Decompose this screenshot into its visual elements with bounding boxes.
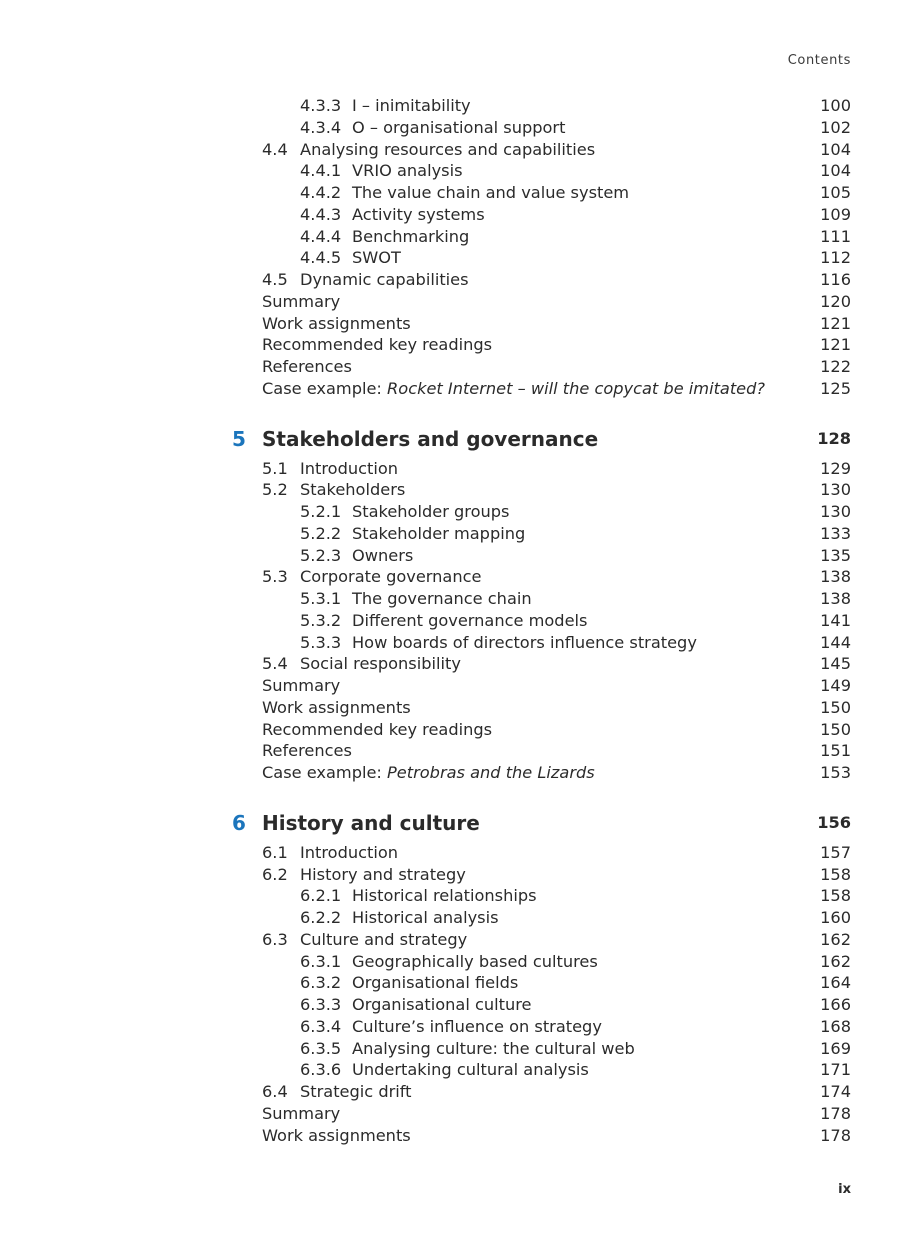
toc-section-chapter6 [0, 842, 922, 1147]
toc-section-chapter4-continued [0, 95, 922, 400]
entry-number: 6.2.1 [300, 886, 342, 906]
entry-page: 150 [820, 697, 851, 717]
entry-page: 100 [820, 96, 851, 115]
entry-title-text: The value chain and value system [352, 183, 630, 202]
entry-page: 171 [820, 1060, 851, 1080]
entry-page: 178 [820, 1125, 851, 1145]
toc-subsection-entry[interactable] [0, 1038, 922, 1060]
entry-page: 160 [820, 908, 851, 927]
entry-title-text: Summary [262, 1103, 341, 1123]
entry-page: 121 [820, 313, 851, 333]
toc-subsection-entry[interactable] [0, 545, 922, 567]
entry-page: 158 [820, 864, 851, 884]
entry-number: 5.3 [262, 567, 288, 587]
toc-entry[interactable] [0, 1103, 922, 1125]
entry-number: 5.2.1 [300, 502, 342, 521]
chapter-number: 5 [232, 426, 246, 451]
entry-title-text: Stakeholder mapping [352, 523, 526, 543]
entry-title-text: Social responsibility [300, 654, 461, 674]
toc-entry[interactable] [0, 356, 922, 378]
entry-page: 166 [820, 995, 851, 1014]
toc-section-entry[interactable] [0, 842, 922, 864]
entry-page: 120 [820, 291, 851, 311]
entry-number: 5.2.2 [300, 523, 342, 543]
entry-title [352, 523, 525, 545]
entry-title [352, 588, 532, 610]
toc-subsection-entry[interactable] [0, 951, 922, 973]
toc-section-entry[interactable] [0, 864, 922, 886]
entry-title-text: Organisational culture [352, 995, 532, 1014]
entry-title-text: Corporate governance [300, 567, 482, 587]
entry-title-text: History and strategy [300, 864, 466, 884]
toc-section-entry[interactable] [0, 929, 922, 951]
entry-title [300, 269, 469, 291]
page-number: ix [838, 1182, 851, 1197]
toc-subsection-entry[interactable] [0, 160, 922, 182]
entry-title [262, 697, 411, 719]
entry-page: 130 [820, 480, 851, 500]
toc-subsection-entry[interactable] [0, 1016, 922, 1038]
entry-page: 122 [820, 357, 851, 376]
entry-page: 109 [820, 204, 851, 224]
toc-section-chapter5 [0, 458, 922, 784]
entry-title [262, 1103, 340, 1125]
entry-title [352, 885, 537, 907]
entry-title [352, 972, 518, 994]
chapter-page: 156 [817, 812, 851, 832]
entry-number: 6.3.4 [300, 1016, 342, 1036]
toc-entry[interactable] [0, 740, 922, 762]
entry-number: 6.3.5 [300, 1038, 342, 1058]
entry-title [262, 1125, 411, 1147]
entry-title-text: Recommended key readings [262, 719, 493, 739]
toc-subsection-entry[interactable] [0, 632, 922, 654]
entry-title [262, 762, 595, 784]
entry-title-text: Stakeholders [300, 480, 406, 500]
entry-page: 121 [820, 335, 851, 355]
entry-title [352, 632, 697, 654]
entry-title-text: Case example: [262, 378, 388, 398]
toc-entry[interactable] [0, 378, 922, 400]
entry-title [352, 247, 401, 269]
entry-title [262, 378, 765, 400]
entry-title [352, 182, 629, 204]
entry-page: 169 [820, 1038, 851, 1058]
toc-subsection-entry[interactable] [0, 588, 922, 610]
entry-number: 4.4.1 [300, 161, 342, 181]
entry-page: 157 [820, 842, 851, 862]
entry-number: 6.1 [262, 842, 288, 862]
entry-title-text: Introduction [300, 458, 399, 478]
entry-title [352, 610, 587, 632]
entry-title-text: Work assignments [262, 697, 411, 717]
entry-title [300, 479, 405, 501]
toc-entry[interactable] [0, 697, 922, 719]
entry-title [352, 545, 413, 567]
entry-title [352, 1059, 589, 1081]
entry-title-text: Work assignments [262, 1125, 411, 1145]
chapter-heading-5[interactable] [0, 424, 922, 454]
entry-title-text: Case example: [262, 763, 388, 782]
entry-title [262, 719, 492, 741]
entry-title-text: Introduction [300, 842, 399, 862]
toc-section-entry[interactable] [0, 566, 922, 588]
entry-title-text: Analysing culture: the cultural web [352, 1038, 635, 1058]
entry-page: 133 [820, 523, 851, 543]
entry-title [262, 291, 340, 313]
entry-title [262, 334, 492, 356]
entry-page: 164 [820, 973, 851, 993]
entry-number: 4.4.4 [300, 226, 342, 246]
entry-number: 4.4.2 [300, 183, 342, 202]
entry-title [352, 95, 471, 117]
entry-number: 5.3.3 [300, 632, 342, 652]
entry-title [262, 675, 340, 697]
entry-page: 112 [820, 248, 851, 268]
entry-title-text: Recommended key readings [262, 335, 493, 355]
entry-number: 5.4 [262, 654, 288, 674]
chapter-number: 6 [232, 810, 246, 835]
entry-number: 4.4.3 [300, 204, 342, 224]
toc-entry[interactable] [0, 291, 922, 313]
entry-title-text: Organisational fields [352, 973, 519, 993]
entry-page: 162 [820, 929, 851, 949]
entry-title [300, 842, 398, 864]
entry-title-text: SWOT [352, 248, 401, 268]
entry-title [352, 951, 598, 973]
entry-page: 145 [820, 654, 851, 674]
entry-title [352, 994, 532, 1016]
entry-title-text: Undertaking cultural analysis [352, 1060, 589, 1080]
entry-number: 6.3.6 [300, 1060, 342, 1080]
entry-page: 135 [820, 545, 851, 565]
entry-number: 6.3.3 [300, 995, 342, 1014]
entry-title [262, 740, 352, 762]
entry-title-text: Work assignments [262, 313, 411, 333]
entry-title-text: Stakeholder groups [352, 502, 510, 521]
entry-title-text: Culture’s influence on strategy [352, 1016, 602, 1036]
entry-number: 6.3 [262, 929, 288, 949]
entry-page: 104 [820, 161, 851, 181]
toc-section-entry[interactable] [0, 458, 922, 480]
entry-title [262, 313, 411, 335]
entry-title-text: The governance chain [352, 589, 532, 608]
entry-title-text: Owners [352, 545, 414, 565]
entry-title [262, 356, 352, 378]
entry-page: 102 [820, 117, 851, 137]
entry-number: 4.3.4 [300, 117, 342, 137]
chapter-title: Stakeholders and governance [262, 426, 599, 451]
toc-subsection-entry[interactable] [0, 885, 922, 907]
entry-number: 4.3.3 [300, 96, 342, 115]
toc-subsection-entry[interactable] [0, 182, 922, 204]
entry-number: 6.2.2 [300, 908, 342, 927]
entry-page: 158 [820, 886, 851, 906]
entry-page: 105 [820, 183, 851, 202]
toc-entry[interactable] [0, 1125, 922, 1147]
toc-section-entry[interactable] [0, 269, 922, 291]
entry-title [300, 1081, 412, 1103]
chapter-title: History and culture [262, 810, 480, 835]
entry-title [352, 160, 463, 182]
toc-subsection-entry[interactable] [0, 1059, 922, 1081]
entry-title-text: Different governance models [352, 610, 588, 630]
entry-title-text: How boards of directors influence strategy [352, 632, 697, 652]
toc-subsection-entry[interactable] [0, 972, 922, 994]
entry-page: 111 [820, 226, 851, 246]
entry-page: 141 [820, 610, 851, 630]
entry-number: 5.1 [262, 458, 288, 478]
toc-subsection-entry[interactable] [0, 610, 922, 632]
entry-title [352, 204, 485, 226]
entry-title [300, 139, 595, 161]
entry-title [300, 653, 461, 675]
entry-title-text: Summary [262, 291, 341, 311]
entry-number: 6.3.2 [300, 973, 342, 993]
entry-title-text: Historical relationships [352, 886, 537, 906]
entry-page: 153 [820, 763, 851, 782]
entry-number: 6.4 [262, 1082, 288, 1101]
toc-subsection-entry[interactable] [0, 226, 922, 248]
toc-subsection-entry[interactable] [0, 501, 922, 523]
entry-page: 129 [820, 458, 851, 478]
entry-title [300, 458, 398, 480]
toc-subsection-entry[interactable] [0, 95, 922, 117]
entry-page: 174 [820, 1082, 851, 1101]
entry-page: 138 [820, 567, 851, 587]
entry-title-text: Benchmarking [352, 226, 470, 246]
entry-title-text: VRIO analysis [352, 161, 463, 181]
toc-entry[interactable] [0, 762, 922, 784]
entry-title [352, 501, 509, 523]
toc-entry[interactable] [0, 719, 922, 741]
entry-title-text: Strategic drift [300, 1082, 412, 1101]
entry-number: 6.2 [262, 864, 288, 884]
entry-number: 4.4.5 [300, 248, 342, 268]
entry-title-text: Culture and strategy [300, 929, 468, 949]
entry-title-text: Summary [262, 676, 341, 695]
case-example-title: Rocket Internet – will the copycat be imitated? [387, 378, 766, 398]
toc-section-entry[interactable] [0, 1081, 922, 1103]
chapter-page: 128 [817, 428, 851, 448]
entry-title-text: References [262, 741, 352, 761]
entry-page: 144 [820, 632, 851, 652]
entry-page: 104 [820, 139, 851, 159]
toc-subsection-entry[interactable] [0, 204, 922, 226]
entry-title-text: O – organisational support [352, 117, 566, 137]
entry-page: 130 [820, 502, 851, 521]
entry-title-text: Geographically based cultures [352, 951, 598, 971]
entry-title [352, 1038, 635, 1060]
case-example-title: Petrobras and the Lizards [387, 763, 595, 782]
table-of-contents [0, 95, 922, 1146]
entry-title-text: I – inimitability [352, 96, 471, 115]
toc-subsection-entry[interactable] [0, 117, 922, 139]
entry-page: 162 [820, 951, 851, 971]
toc-subsection-entry[interactable] [0, 247, 922, 269]
entry-title [352, 1016, 602, 1038]
entry-title [300, 864, 466, 886]
toc-subsection-entry[interactable] [0, 907, 922, 929]
entry-title-text: References [262, 357, 352, 376]
entry-title [300, 566, 481, 588]
toc-subsection-entry[interactable] [0, 523, 922, 545]
entry-page: 138 [820, 589, 851, 608]
toc-section-entry[interactable] [0, 139, 922, 161]
entry-page: 168 [820, 1016, 851, 1036]
toc-subsection-entry[interactable] [0, 994, 922, 1016]
entry-title-text: Activity systems [352, 204, 485, 224]
chapter-heading-6[interactable] [0, 808, 922, 838]
toc-section-entry[interactable] [0, 479, 922, 501]
entry-page: 116 [820, 270, 851, 289]
entry-title-text: Historical analysis [352, 908, 499, 927]
entry-title [300, 929, 467, 951]
entry-page: 150 [820, 719, 851, 739]
entry-title [352, 907, 499, 929]
entry-page: 178 [820, 1103, 851, 1123]
toc-entry[interactable] [0, 675, 922, 697]
entry-number: 5.2.3 [300, 545, 342, 565]
entry-number: 6.3.1 [300, 951, 342, 971]
entry-title [352, 226, 469, 248]
entry-page: 151 [820, 741, 851, 761]
toc-entry[interactable] [0, 313, 922, 335]
entry-page: 149 [820, 676, 851, 695]
entry-number: 5.3.2 [300, 610, 342, 630]
entry-number: 5.2 [262, 480, 288, 500]
toc-section-entry[interactable] [0, 653, 922, 675]
entry-number: 4.5 [262, 270, 288, 289]
entry-number: 5.3.1 [300, 589, 342, 608]
entry-number: 4.4 [262, 139, 288, 159]
entry-title-text: Analysing resources and capabilities [300, 139, 596, 159]
toc-entry[interactable] [0, 334, 922, 356]
running-head: Contents [787, 53, 851, 68]
entry-title-text: Dynamic capabilities [300, 270, 469, 289]
entry-title [352, 117, 565, 139]
entry-page: 125 [820, 378, 851, 398]
